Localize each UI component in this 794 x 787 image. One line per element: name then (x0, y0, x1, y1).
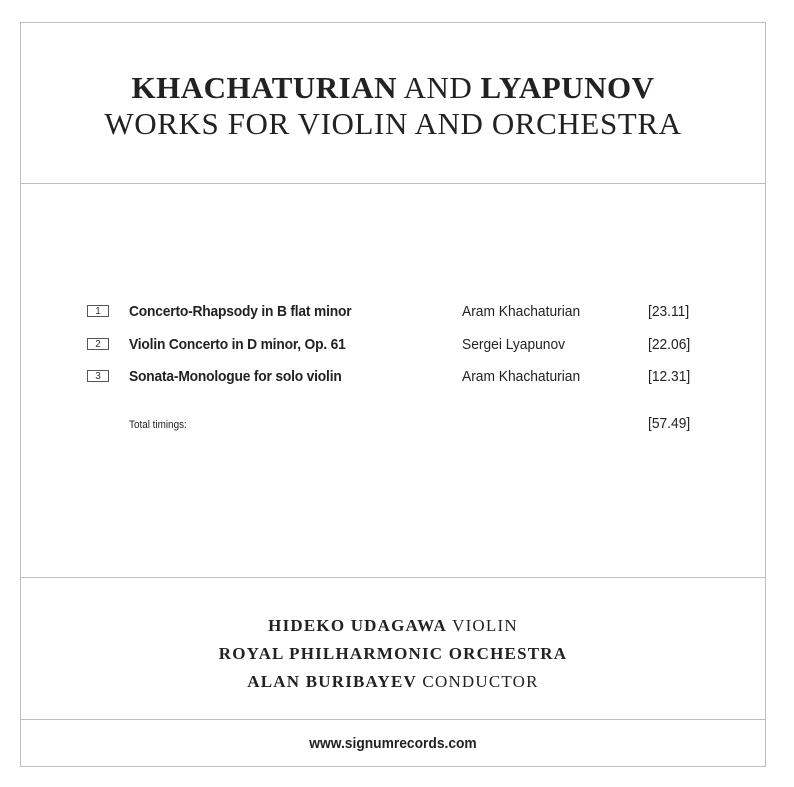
conductor-credit (20, 668, 766, 696)
track-number: 1 (87, 305, 109, 317)
performer-credits (20, 612, 766, 696)
divider-bottom (20, 719, 766, 720)
track-time: [22.06] (648, 336, 691, 353)
title-subtitle: WORKS FOR VIOLIN AND ORCHESTRA (104, 106, 682, 141)
track-time: [12.31] (648, 368, 691, 385)
track-composer: Aram Khachaturian (462, 368, 581, 385)
divider-middle (20, 577, 766, 578)
track-title: Violin Concerto in D minor, Op. 61 (129, 336, 346, 353)
track-row (0, 335, 794, 357)
track-number: 3 (87, 370, 109, 382)
track-number: 2 (87, 338, 109, 350)
total-timings-label: Total timings: (129, 419, 187, 431)
track-composer: Aram Khachaturian (462, 303, 581, 320)
orchestra-name: ROYAL PHILHARMONIC ORCHESTRA (218, 644, 568, 663)
track-title: Concerto-Rhapsody in B flat minor (129, 303, 352, 320)
track-row (0, 302, 794, 324)
track-title: Sonata-Monologue for solo violin (129, 368, 342, 385)
website-link[interactable]: www.signumrecords.com (309, 735, 477, 752)
album-title (20, 70, 766, 142)
soloist-name: HIDEKO UDAGAWA (268, 616, 447, 635)
conductor-name: ALAN BURIBAYEV (247, 672, 417, 691)
soloist-role: VIOLIN (452, 616, 518, 635)
conductor-role: CONDUCTOR (422, 672, 539, 691)
title-and: AND (403, 70, 473, 105)
title-composers (20, 70, 766, 106)
track-composer: Sergei Lyapunov (462, 336, 566, 353)
total-timings-value: [57.49] (648, 415, 691, 432)
track-row (0, 367, 794, 389)
orchestra-credit (20, 640, 766, 668)
title-composer-2: LYAPUNOV (480, 70, 655, 105)
divider-top (20, 183, 766, 184)
track-time: [23.11] (648, 303, 690, 320)
soloist-credit (20, 612, 766, 640)
title-composer-1: KHACHATURIAN (131, 70, 398, 105)
